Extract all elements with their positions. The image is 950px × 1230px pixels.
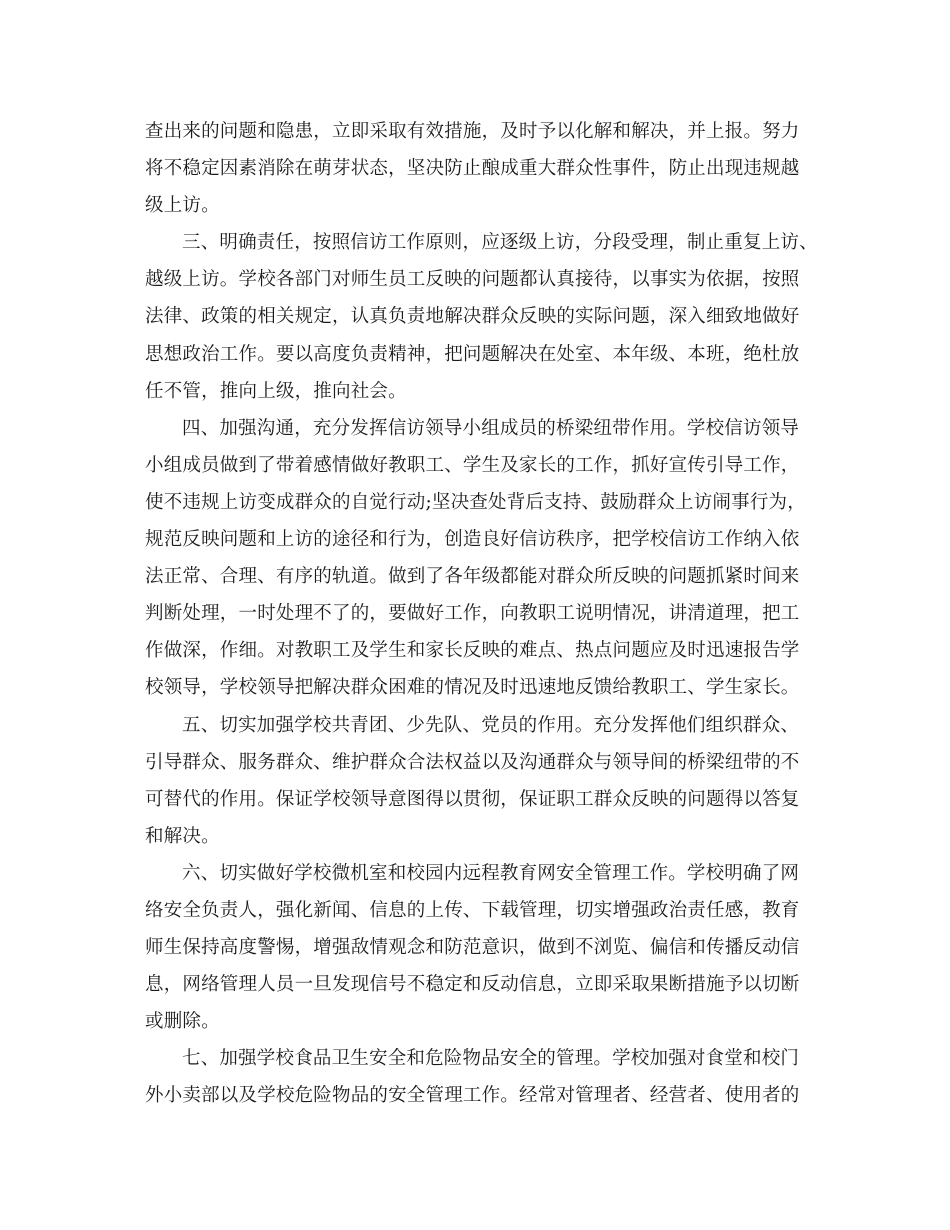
text-line: 四、加强沟通，充分发挥信访领导小组成员的桥梁纽带作用。学校信访领导 (182, 417, 800, 439)
text-line: 息，网络管理人员一旦发现信号不稳定和反动信息，立即采取果断措施予以切断 (145, 974, 800, 996)
text-line: 级上访。 (145, 195, 220, 217)
text-line: 络安全负责人，强化新闻、信息的上传、下载管理，切实增强政治责任感，教育 (145, 899, 800, 921)
text-line: 越级上访。学校各部门对师生员工反映的问题都认真接待，以事实为依据，按照 (145, 269, 800, 291)
text-line: 师生保持高度警惕，增强敌情观念和防范意识，做到不浏览、偏信和传播反动信 (145, 937, 800, 959)
text-line: 校领导，学校领导把解决群众困难的情况及时迅速地反馈给教职工、学生家长。 (145, 677, 800, 699)
text-line: 三、明确责任，按照信访工作原则，应逐级上访，分段受理，制止重复上访、 (182, 232, 818, 254)
text-line: 查出来的问题和隐患，立即采取有效措施，及时予以化解和解决，并上报。努力 (145, 121, 800, 142)
text-line: 作做深，作细。对教职工及学生和家长反映的难点、热点问题应及时迅速报告学 (145, 640, 800, 662)
paragraph-section-6 (145, 855, 805, 1040)
text-line: 引导群众、服务群众、维护群众合法权益以及沟通群众与领导间的桥梁纽带的不 (145, 751, 800, 773)
text-line: 将不稳定因素消除在萌芽状态，坚决防止酿成重大群众性事件，防止出现违规越 (145, 158, 800, 180)
document-body (145, 113, 818, 1115)
text-line: 六、切实做好学校微机室和校园内远程教育网安全管理工作。学校明确了网 (182, 862, 800, 884)
text-line: 七、加强学校食品卫生安全和危险物品安全的管理。学校加强对食堂和校门 (182, 1048, 800, 1070)
paragraph-section-7 (145, 1040, 805, 1114)
text-line: 小组成员做到了带着感情做好教职工、学生及家长的工作，抓好宣传引导工作， (145, 454, 800, 476)
text-line: 法正常、合理、有序的轨道。做到了各年级都能对群众所反映的问题抓紧时间来 (145, 566, 800, 588)
text-line: 五、切实加强学校共青团、少先队、党员的作用。充分发挥他们组织群众、 (182, 714, 800, 736)
paragraph-section-3 (145, 224, 818, 409)
text-line: 规范反映问题和上访的途径和行为，创造良好信访秩序，把学校信访工作纳入依 (145, 529, 800, 551)
text-line: 和解决。 (145, 825, 220, 847)
text-line: 思想政治工作。要以高度负责精神，把问题解决在处室、本年级、本班，绝杜放 (145, 343, 800, 365)
paragraph-section-5 (145, 707, 805, 855)
text-line: 任不管，推向上级，推向社会。 (145, 380, 407, 402)
paragraph-section-4 (145, 410, 805, 707)
paragraph-continuation (145, 113, 805, 224)
text-line: 可替代的作用。保证学校领导意图得以贯彻，保证职工群众反映的问题得以答复 (145, 788, 800, 810)
text-line: 判断处理，一时处理不了的，要做好工作，向教职工说明情况，讲清道理，把工 (145, 603, 800, 625)
text-line: 法律、政策的相关规定，认真负责地解决群众反映的实际问题，深入细致地做好 (145, 306, 800, 328)
text-line: 外小卖部以及学校危险物品的安全管理工作。经常对管理者、经营者、使用者的 (145, 1085, 800, 1107)
text-line: 或删除。 (145, 1011, 220, 1033)
text-line: 使不违规上访变成群众的自觉行动;坚决查处背后支持、鼓励群众上访闹事行为， (145, 491, 806, 513)
